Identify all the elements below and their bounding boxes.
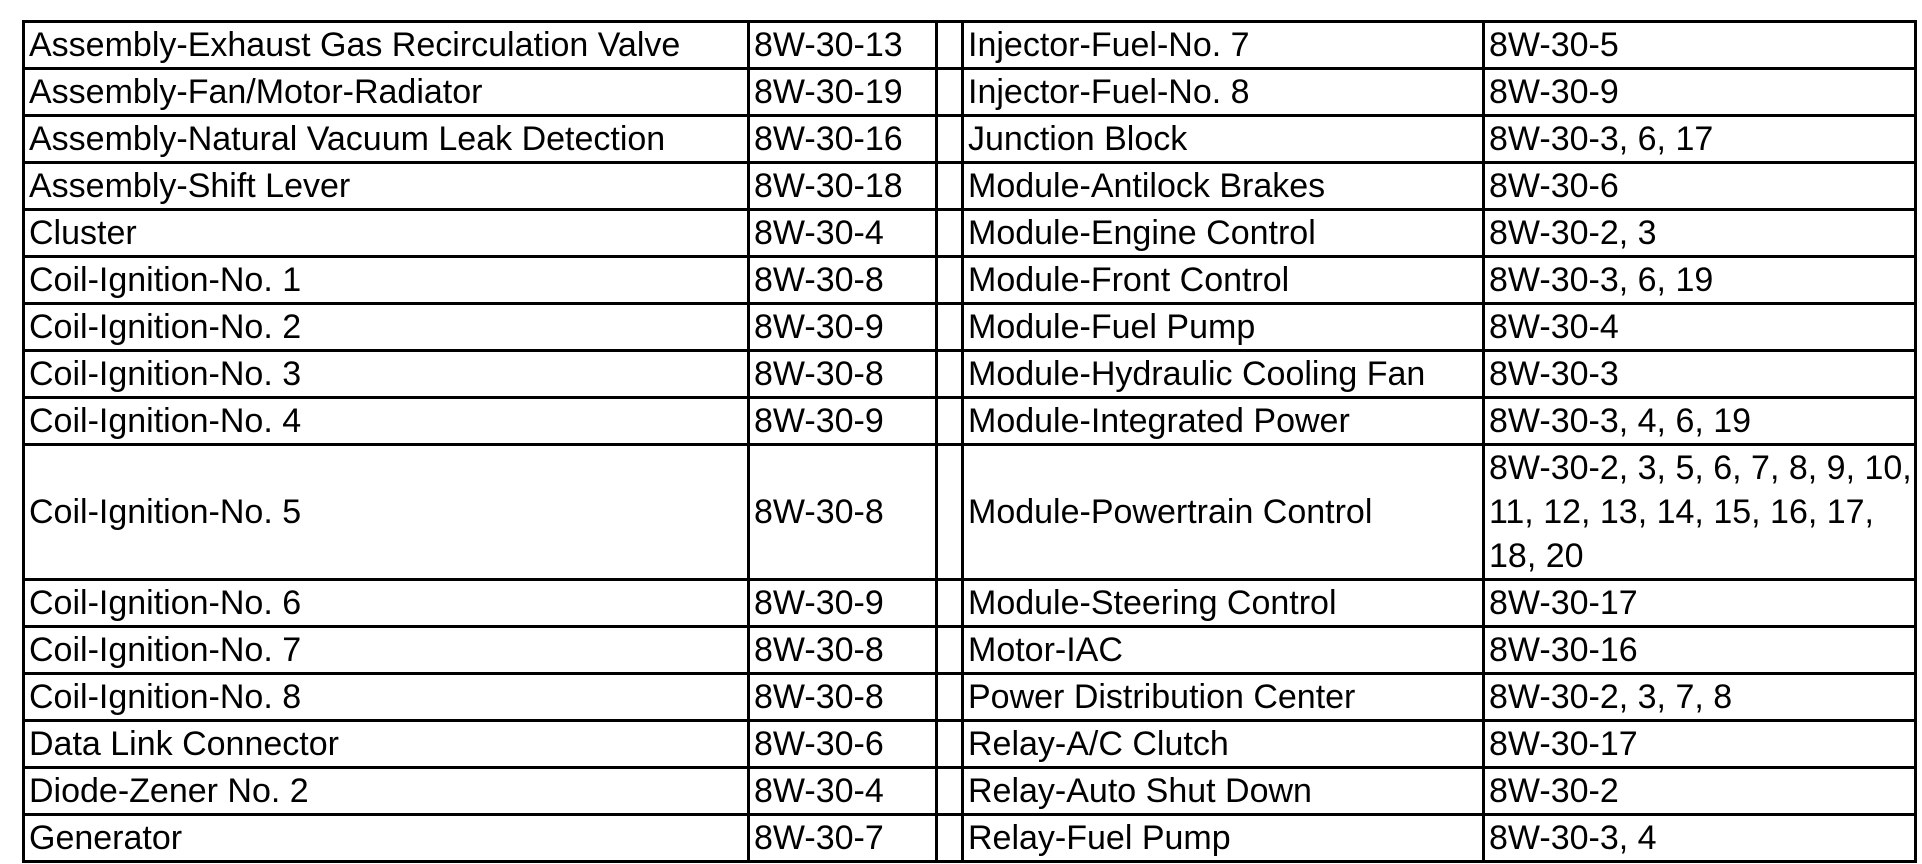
column-separator	[937, 116, 963, 163]
page-reference-cell: 8W-30-4	[749, 210, 937, 257]
table-row	[24, 351, 1916, 398]
column-separator	[937, 398, 963, 445]
column-separator	[937, 674, 963, 721]
column-separator	[937, 580, 963, 627]
column-separator	[937, 257, 963, 304]
column-separator	[937, 351, 963, 398]
page-reference-cell: 8W-30-17	[1484, 580, 1916, 627]
component-name-cell: Injector-Fuel-No. 7	[963, 22, 1484, 69]
component-name-cell: Motor-IAC	[963, 627, 1484, 674]
column-separator	[937, 815, 963, 862]
table-row	[24, 768, 1916, 815]
page-reference-cell: 8W-30-8	[749, 627, 937, 674]
page-reference-cell: 8W-30-17	[1484, 721, 1916, 768]
component-name-cell: Coil-Ignition-No. 7	[24, 627, 749, 674]
column-separator	[937, 445, 963, 580]
component-name-cell: Data Link Connector	[24, 721, 749, 768]
page-reference-cell: 8W-30-2, 3, 7, 8	[1484, 674, 1916, 721]
column-separator	[937, 768, 963, 815]
table-row	[24, 627, 1916, 674]
component-name-cell: Coil-Ignition-No. 6	[24, 580, 749, 627]
component-name-cell: Relay-A/C Clutch	[963, 721, 1484, 768]
component-name-cell: Module-Hydraulic Cooling Fan	[963, 351, 1484, 398]
component-name-cell: Generator	[24, 815, 749, 862]
page-reference-cell: 8W-30-9	[1484, 69, 1916, 116]
page-reference-cell: 8W-30-8	[749, 351, 937, 398]
component-name-cell: Coil-Ignition-No. 2	[24, 304, 749, 351]
table-row	[24, 163, 1916, 210]
column-separator	[937, 721, 963, 768]
table-row	[24, 721, 1916, 768]
component-name-cell: Relay-Auto Shut Down	[963, 768, 1484, 815]
component-name-cell: Coil-Ignition-No. 1	[24, 257, 749, 304]
table-row	[24, 674, 1916, 721]
page-reference-cell: 8W-30-13	[749, 22, 937, 69]
component-name-cell: Coil-Ignition-No. 5	[24, 445, 749, 580]
component-name-cell: Power Distribution Center	[963, 674, 1484, 721]
component-index-table	[22, 20, 1917, 863]
component-name-cell: Module-Steering Control	[963, 580, 1484, 627]
page-reference-cell: 8W-30-8	[749, 674, 937, 721]
page-reference-cell: 8W-30-6	[749, 721, 937, 768]
page-reference-cell: 8W-30-3, 6, 17	[1484, 116, 1916, 163]
component-name-cell: Module-Fuel Pump	[963, 304, 1484, 351]
page-reference-cell: 8W-30-3, 6, 19	[1484, 257, 1916, 304]
page-reference-cell: 8W-30-2	[1484, 768, 1916, 815]
component-name-cell: Junction Block	[963, 116, 1484, 163]
page-reference-cell: 8W-30-5	[1484, 22, 1916, 69]
table-row	[24, 22, 1916, 69]
page-reference-cell: 8W-30-19	[749, 69, 937, 116]
page-reference-cell: 8W-30-7	[749, 815, 937, 862]
page-reference-cell: 8W-30-3	[1484, 351, 1916, 398]
component-name-cell: Assembly-Natural Vacuum Leak Detection	[24, 116, 749, 163]
table-row	[24, 116, 1916, 163]
column-separator	[937, 69, 963, 116]
page-reference-cell: 8W-30-8	[749, 445, 937, 580]
table-row	[24, 69, 1916, 116]
page-reference-cell: 8W-30-6	[1484, 163, 1916, 210]
column-separator	[937, 627, 963, 674]
component-name-cell: Assembly-Fan/Motor-Radiator	[24, 69, 749, 116]
column-separator	[937, 22, 963, 69]
component-name-cell: Module-Antilock Brakes	[963, 163, 1484, 210]
page-reference-cell: 8W-30-16	[1484, 627, 1916, 674]
page-reference-cell: 8W-30-2, 3, 5, 6, 7, 8, 9, 10, 11, 12, 13, 14, 15, 16, 17, 18, 20	[1484, 445, 1916, 580]
page-reference-cell: 8W-30-18	[749, 163, 937, 210]
component-name-cell: Module-Powertrain Control	[963, 445, 1484, 580]
page-reference-cell: 8W-30-16	[749, 116, 937, 163]
table-row	[24, 398, 1916, 445]
component-name-cell: Assembly-Shift Lever	[24, 163, 749, 210]
page-reference-cell: 8W-30-9	[749, 304, 937, 351]
table-row	[24, 257, 1916, 304]
component-name-cell: Assembly-Exhaust Gas Recirculation Valve	[24, 22, 749, 69]
page-reference-cell: 8W-30-8	[749, 257, 937, 304]
component-name-cell: Module-Engine Control	[963, 210, 1484, 257]
component-index-body	[24, 22, 1916, 862]
page-reference-cell: 8W-30-9	[749, 398, 937, 445]
column-separator	[937, 210, 963, 257]
table-row	[24, 445, 1916, 580]
page-reference-cell: 8W-30-3, 4	[1484, 815, 1916, 862]
page-reference-cell: 8W-30-2, 3	[1484, 210, 1916, 257]
component-name-cell: Coil-Ignition-No. 3	[24, 351, 749, 398]
page-reference-cell: 8W-30-9	[749, 580, 937, 627]
table-row	[24, 580, 1916, 627]
component-name-cell: Cluster	[24, 210, 749, 257]
component-name-cell: Coil-Ignition-No. 4	[24, 398, 749, 445]
component-name-cell: Module-Integrated Power	[963, 398, 1484, 445]
column-separator	[937, 163, 963, 210]
component-name-cell: Diode-Zener No. 2	[24, 768, 749, 815]
table-row	[24, 815, 1916, 862]
page-reference-cell: 8W-30-4	[1484, 304, 1916, 351]
table-row	[24, 210, 1916, 257]
component-name-cell: Module-Front Control	[963, 257, 1484, 304]
page-reference-cell: 8W-30-3, 4, 6, 19	[1484, 398, 1916, 445]
component-name-cell: Injector-Fuel-No. 8	[963, 69, 1484, 116]
component-name-cell: Coil-Ignition-No. 8	[24, 674, 749, 721]
page-reference-cell: 8W-30-4	[749, 768, 937, 815]
component-name-cell: Relay-Fuel Pump	[963, 815, 1484, 862]
column-separator	[937, 304, 963, 351]
table-row	[24, 304, 1916, 351]
